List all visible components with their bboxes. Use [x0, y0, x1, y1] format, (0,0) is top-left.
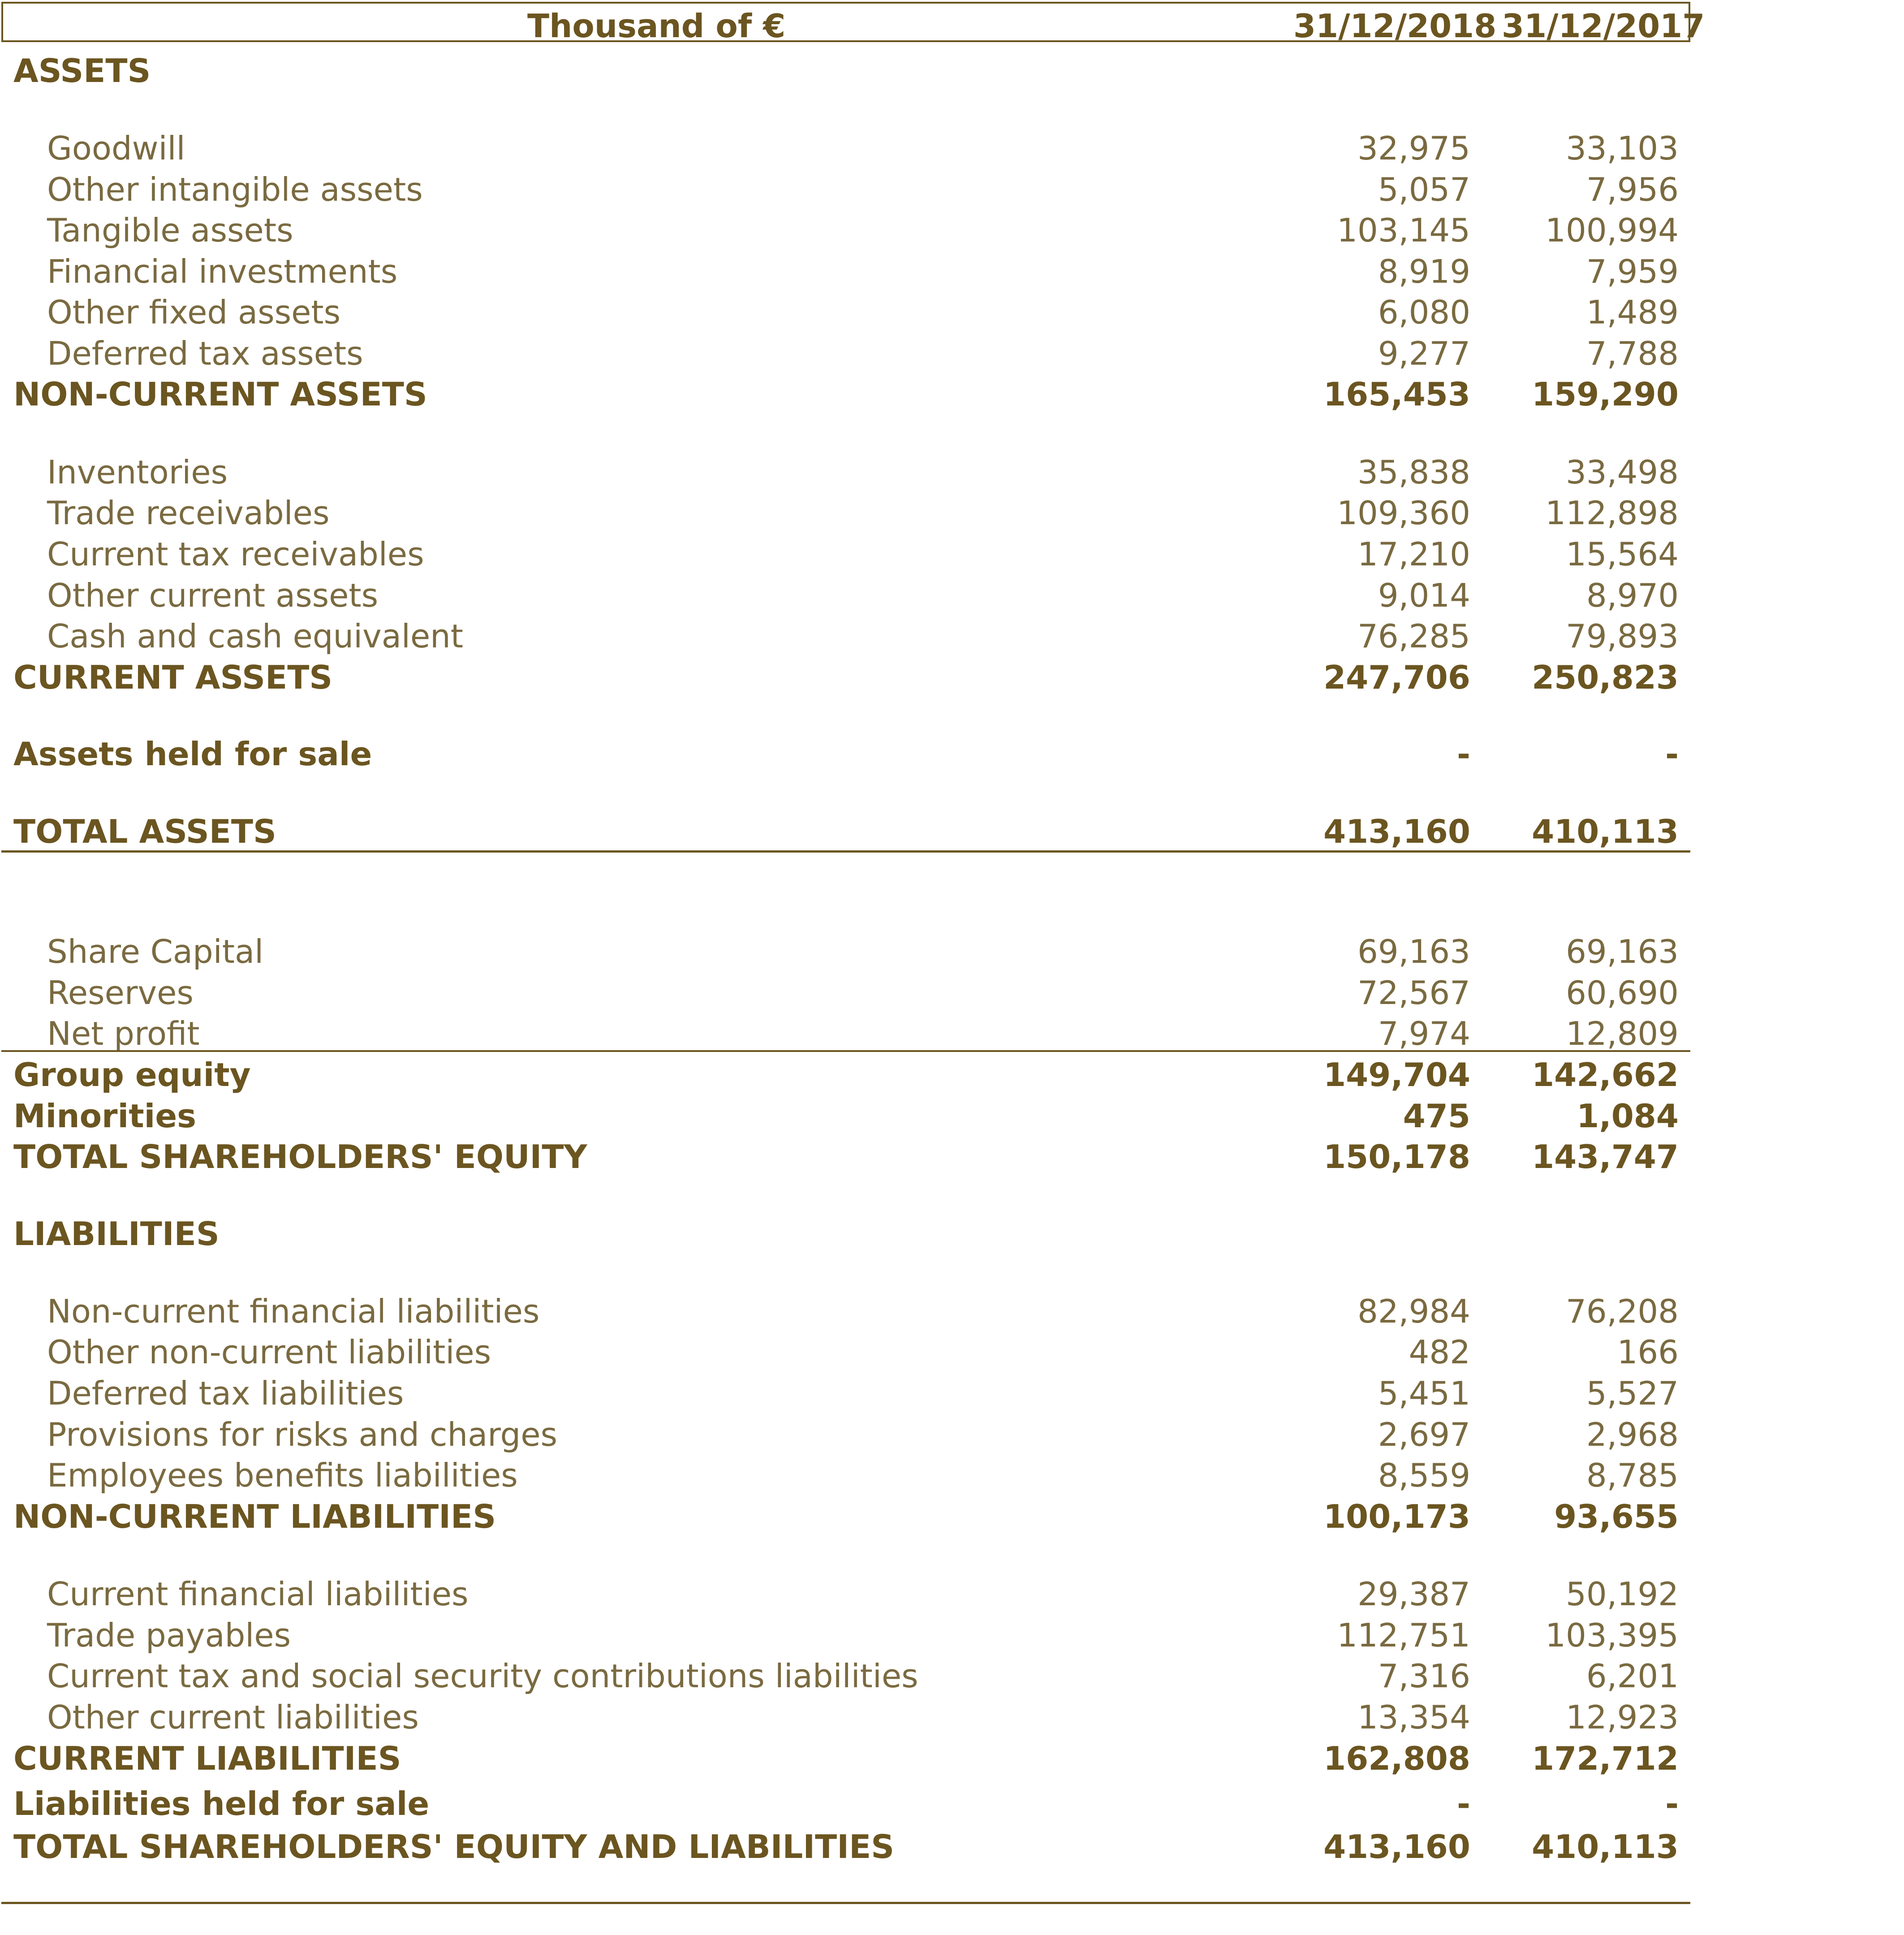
value-2017: 8,785 — [1586, 1457, 1679, 1494]
row-label: Other current assets — [47, 577, 379, 614]
row-label: Trade receivables — [47, 494, 330, 532]
row-label: NON-CURRENT ASSETS — [13, 375, 427, 413]
value-2018: 6,080 — [1378, 293, 1470, 331]
row-label: Other non-current liabilities — [47, 1333, 491, 1371]
value-2017: 250,823 — [1532, 659, 1679, 696]
total-row-non-current-liabilities — [0, 1496, 1693, 1537]
value-2018: 7,974 — [1378, 1015, 1470, 1052]
row-label: Net profit — [47, 1015, 200, 1052]
value-2017: 15,564 — [1566, 535, 1679, 573]
row-label: Share Capital — [47, 933, 264, 970]
row-label: Employees benefits liabilities — [47, 1457, 518, 1494]
row-label: Cash and cash equivalent — [47, 617, 464, 655]
column-header-2017: 31/12/2017 — [1502, 7, 1705, 45]
row-label: Other fixed assets — [47, 293, 341, 331]
table-row-trade-receivables — [0, 492, 1693, 534]
value-2017: 159,290 — [1532, 375, 1679, 413]
table-row-tangible-assets — [0, 210, 1693, 251]
value-2017: 1,489 — [1586, 293, 1679, 331]
value-2018: 112,751 — [1337, 1616, 1470, 1654]
total-row-current-assets — [0, 657, 1693, 698]
value-2018: 29,387 — [1357, 1575, 1470, 1613]
value-2017: 166 — [1617, 1333, 1679, 1371]
table-row-trade-payables — [0, 1615, 1693, 1656]
value-2017: 76,208 — [1566, 1293, 1679, 1330]
value-2017: 12,923 — [1566, 1698, 1679, 1736]
row-label: Deferred tax liabilities — [47, 1375, 404, 1412]
value-2018: 13,354 — [1357, 1698, 1470, 1736]
row-label: Provisions for risks and charges — [47, 1416, 558, 1453]
row-label: Current tax and social security contributions liabilities — [47, 1657, 918, 1695]
value-2017: 5,527 — [1586, 1375, 1679, 1412]
value-2017: 410,113 — [1532, 813, 1679, 850]
value-2018: 32,975 — [1357, 129, 1470, 167]
total-row-group-equity — [0, 1054, 1693, 1095]
value-2018: 475 — [1403, 1097, 1470, 1135]
total-row-liabilities-held-for-sale — [0, 1783, 1693, 1824]
value-2018: 100,173 — [1323, 1498, 1470, 1535]
value-2018: - — [1457, 1785, 1470, 1823]
value-2018: 35,838 — [1357, 453, 1470, 491]
value-2017: 2,968 — [1586, 1416, 1679, 1453]
table-row-current-tax-and-social-security-contributions-liabilities — [0, 1655, 1693, 1697]
row-label: Goodwill — [47, 129, 185, 167]
row-label: Deferred tax assets — [47, 335, 363, 372]
table-row-financial-investments — [0, 251, 1693, 292]
value-2018: 162,808 — [1323, 1740, 1470, 1777]
value-2018: - — [1457, 735, 1470, 773]
table-row-non-current-financial-liabilities — [0, 1291, 1693, 1332]
row-label: NON-CURRENT LIABILITIES — [13, 1498, 496, 1535]
table-row-cash-and-cash-equivalent — [0, 616, 1693, 657]
row-label: Assets held for sale — [13, 735, 372, 773]
value-2018: 5,057 — [1378, 171, 1470, 208]
total-row-assets-held-for-sale — [0, 733, 1693, 775]
total-row-total-assets — [0, 811, 1693, 852]
value-2017: 33,498 — [1566, 453, 1679, 491]
value-2017: 79,893 — [1566, 617, 1679, 655]
value-2018: 2,697 — [1378, 1416, 1470, 1453]
final-total-rule — [1, 1902, 1690, 1904]
value-2018: 7,316 — [1378, 1657, 1470, 1695]
row-label: TOTAL SHAREHOLDERS' EQUITY — [13, 1138, 587, 1176]
value-2018: 8,559 — [1378, 1457, 1470, 1494]
value-2017: 50,192 — [1566, 1575, 1679, 1613]
value-2018: 413,160 — [1323, 813, 1470, 850]
table-row-other-intangible-assets — [0, 169, 1693, 210]
row-label: Group equity — [13, 1056, 251, 1094]
table-row-share-capital — [0, 931, 1693, 972]
value-2018: 76,285 — [1357, 617, 1470, 655]
value-2017: 112,898 — [1545, 494, 1679, 532]
table-row-deferred-tax-assets — [0, 333, 1693, 374]
table-row-other-fixed-assets — [0, 292, 1693, 333]
row-label: CURRENT ASSETS — [13, 659, 333, 696]
table-row-inventories — [0, 452, 1693, 493]
value-2017: 93,655 — [1554, 1498, 1679, 1535]
value-2017: 7,788 — [1586, 335, 1679, 372]
row-label: CURRENT LIABILITIES — [13, 1740, 401, 1777]
row-label: Non-current financial liabilities — [47, 1293, 540, 1330]
table-row-current-financial-liabilities — [0, 1573, 1693, 1615]
value-2018: 103,145 — [1337, 211, 1470, 249]
value-2017: 142,662 — [1532, 1056, 1679, 1094]
total-row-total-shareholders-equity-and-liabilities — [0, 1826, 1693, 1867]
value-2017: 33,103 — [1566, 129, 1679, 167]
row-label: LIABILITIES — [13, 1215, 220, 1253]
row-label: Inventories — [47, 453, 228, 491]
row-label: Current tax receivables — [47, 535, 424, 573]
value-2017: 172,712 — [1532, 1740, 1679, 1777]
table-row-other-current-liabilities — [0, 1697, 1693, 1738]
row-label: ASSETS — [13, 52, 151, 90]
value-2018: 413,160 — [1323, 1828, 1470, 1866]
value-2018: 5,451 — [1378, 1375, 1470, 1412]
table-row-other-current-assets — [0, 575, 1693, 616]
value-2018: 17,210 — [1357, 535, 1470, 573]
row-label: Other intangible assets — [47, 171, 423, 208]
value-2017: 7,956 — [1586, 171, 1679, 208]
value-2018: 9,014 — [1378, 577, 1470, 614]
table-row-net-profit — [0, 1013, 1693, 1054]
total-row-total-shareholders-equity — [0, 1136, 1693, 1177]
value-2018: 482 — [1409, 1333, 1470, 1371]
row-label: TOTAL SHAREHOLDERS' EQUITY AND LIABILITIES — [13, 1828, 895, 1866]
table-row-deferred-tax-liabilities — [0, 1373, 1693, 1414]
column-header-2018: 31/12/2018 — [1293, 7, 1497, 45]
value-2017: 6,201 — [1586, 1657, 1679, 1695]
value-2018: 82,984 — [1357, 1293, 1470, 1330]
row-label: Liabilities held for sale — [13, 1785, 430, 1823]
value-2017: - — [1665, 735, 1679, 773]
equity-subtotal-rule — [1, 1050, 1690, 1052]
row-label: Other current liabilities — [47, 1698, 419, 1736]
total-row-liabilities — [0, 1213, 1693, 1254]
value-2017: 12,809 — [1566, 1015, 1679, 1052]
table-header — [1, 2, 1705, 45]
value-2017: - — [1665, 1785, 1679, 1823]
value-2018: 69,163 — [1357, 933, 1470, 970]
value-2017: 8,970 — [1586, 577, 1679, 614]
unit-label: Thousand of € — [527, 7, 786, 45]
value-2018: 9,277 — [1378, 335, 1470, 372]
table-row-other-non-current-liabilities — [0, 1332, 1693, 1373]
value-2018: 165,453 — [1323, 375, 1470, 413]
value-2017: 143,747 — [1532, 1138, 1679, 1176]
row-label: Reserves — [47, 974, 194, 1012]
total-row-minorities — [0, 1095, 1693, 1137]
total-assets-rule — [1, 850, 1690, 853]
value-2018: 72,567 — [1357, 974, 1470, 1012]
total-row-assets — [0, 50, 1693, 91]
value-2017: 1,084 — [1577, 1097, 1679, 1135]
row-label: Tangible assets — [47, 211, 293, 249]
value-2017: 60,690 — [1566, 974, 1679, 1012]
row-label: Trade payables — [47, 1616, 291, 1654]
value-2018: 149,704 — [1323, 1056, 1470, 1094]
table-row-goodwill — [0, 128, 1693, 169]
value-2018: 8,919 — [1378, 253, 1470, 290]
value-2018: 150,178 — [1323, 1138, 1470, 1176]
value-2017: 103,395 — [1545, 1616, 1679, 1654]
value-2017: 69,163 — [1566, 933, 1679, 970]
table-row-employees-benefits-liabilities — [0, 1455, 1693, 1496]
value-2017: 7,959 — [1586, 253, 1679, 290]
total-row-non-current-assets — [0, 374, 1693, 415]
table-row-current-tax-receivables — [0, 534, 1693, 575]
table-row-provisions-for-risks-and-charges — [0, 1414, 1693, 1455]
row-label: Financial investments — [47, 253, 398, 290]
row-label: Minorities — [13, 1097, 197, 1135]
value-2017: 100,994 — [1545, 211, 1679, 249]
row-label: TOTAL ASSETS — [13, 813, 276, 850]
table-row-reserves — [0, 972, 1693, 1013]
value-2018: 109,360 — [1337, 494, 1470, 532]
total-row-current-liabilities — [0, 1738, 1693, 1779]
value-2018: 247,706 — [1323, 659, 1470, 696]
value-2017: 410,113 — [1532, 1828, 1679, 1866]
row-label: Current financial liabilities — [47, 1575, 469, 1613]
